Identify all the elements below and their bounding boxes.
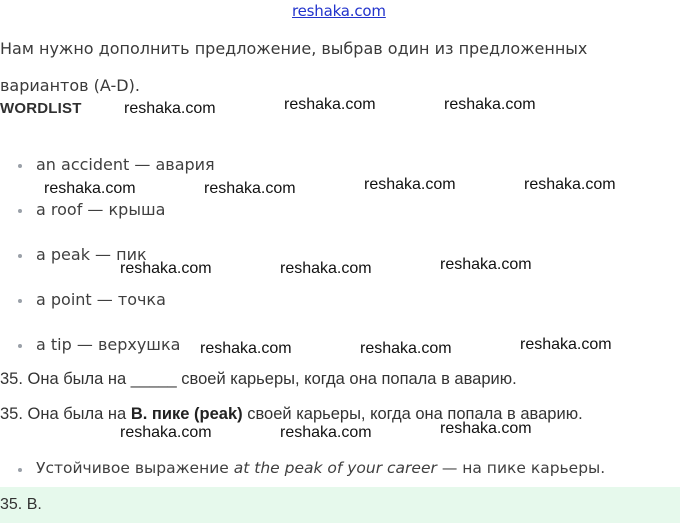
solution-suffix: своей карьеры, когда она попала в аварию. (242, 405, 583, 423)
idiom-note (0, 459, 680, 481)
solution-prefix: 35. Она была на (0, 405, 131, 423)
watermark: reshaka.com (120, 424, 212, 441)
answer-box (0, 487, 680, 523)
list-item (0, 290, 680, 312)
watermark: reshaka.com (360, 340, 452, 357)
bullet-icon (18, 299, 22, 303)
idiom-note-text (36, 459, 605, 477)
idiom-phrase: at the peak of your career (233, 459, 437, 477)
solution-answer: B. пике (peak) (130, 405, 243, 423)
watermark: reshaka.com (204, 180, 296, 197)
watermark: reshaka.com (364, 176, 456, 193)
list-item-text: a tip — верхушка (36, 335, 181, 354)
site-link[interactable]: reshaka.com (292, 2, 386, 20)
idiom-prefix: Устойчивое выражение (36, 459, 234, 477)
bullet-icon (18, 254, 22, 258)
watermark: reshaka.com (440, 256, 532, 273)
list-item (0, 155, 680, 177)
watermark: reshaka.com (120, 260, 212, 277)
final-answer: 35. B. (0, 496, 42, 513)
list-item-text: a point — точка (36, 290, 166, 309)
idiom-suffix: — на пике карьеры. (436, 459, 606, 477)
watermark: reshaka.com (524, 176, 616, 193)
watermark: reshaka.com (520, 336, 612, 353)
list-item-text: an accident — авария (36, 155, 215, 174)
watermark: reshaka.com (124, 100, 216, 117)
watermark: reshaka.com (280, 260, 372, 277)
list-item-text: a peak — пик (36, 245, 147, 264)
wordlist-heading: WORDLIST (0, 100, 82, 117)
list-item-text: a roof — крыша (36, 200, 166, 219)
watermark: reshaka.com (200, 340, 292, 357)
bullet-icon (18, 164, 22, 168)
task-question: 35. Она была на _____ своей карьеры, когда она попала в аварию. (0, 370, 517, 388)
watermark: reshaka.com (440, 420, 532, 437)
watermark: reshaka.com (44, 180, 136, 197)
watermark: reshaka.com (444, 96, 536, 113)
bullet-icon (18, 344, 22, 348)
watermark: reshaka.com (284, 96, 376, 113)
bullet-icon (18, 468, 22, 472)
intro-text: Нам нужно дополнить предложение, выбрав один из предложенных вариантов (A-D). (0, 39, 588, 95)
bullet-icon (18, 209, 22, 213)
list-item (0, 200, 680, 222)
watermark: reshaka.com (280, 424, 372, 441)
